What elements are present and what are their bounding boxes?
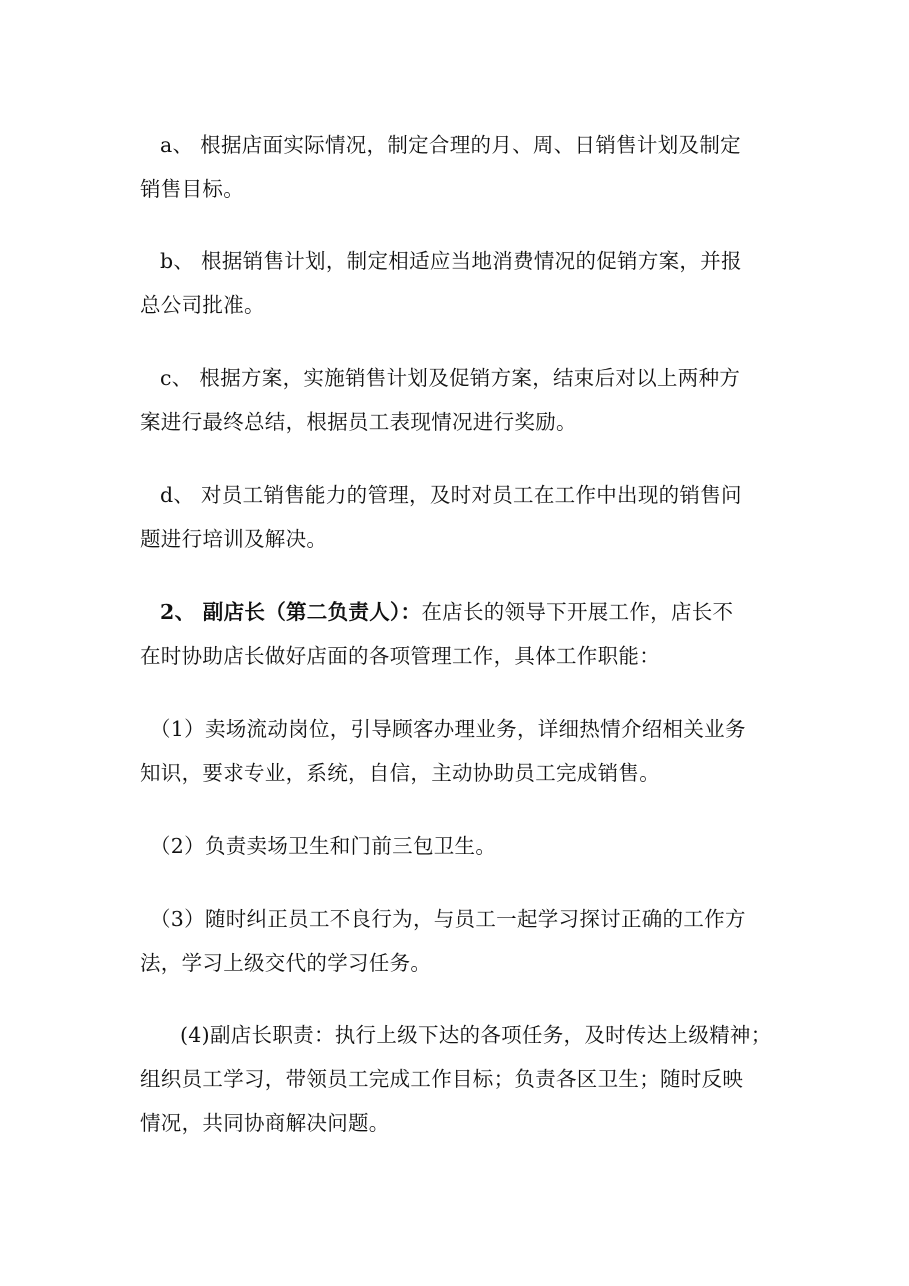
item-3-cont	[140, 942, 780, 985]
item-4-line-1: (4)副店长职责：执行上级下达的各项任务，及时传达上级精神；	[180, 1023, 772, 1047]
section-2-line-1	[160, 591, 780, 634]
paragraph-a-line-2: 销售目标。	[140, 177, 244, 201]
paragraph-a-line-1: a、 根据店面实际情况，制定合理的月、周、日销售计划及制定	[160, 133, 741, 157]
paragraph-a	[160, 124, 780, 167]
section-2-heading: 2、 副店长（第二负责人）：	[160, 600, 422, 624]
item-1	[150, 708, 780, 751]
item-1-line-1: （1）卖场流动岗位，引导顾客办理业务，详细热情介绍相关业务	[150, 717, 746, 741]
item-2	[150, 825, 780, 868]
section-2-line-1-text: 在店长的领导下开展工作，店长不	[421, 600, 734, 624]
paragraph-c	[160, 357, 780, 400]
item-4-cont-1	[140, 1058, 780, 1101]
paragraph-a-cont	[140, 168, 780, 211]
section-2	[160, 591, 780, 634]
paragraph-c-cont	[140, 401, 780, 444]
item-4	[180, 1014, 780, 1057]
paragraph-c-line-1: c、 根据方案，实施销售计划及促销方案，结束后对以上两种方	[160, 366, 741, 390]
item-4-cont-2	[140, 1102, 780, 1145]
paragraph-b-cont	[140, 284, 780, 327]
item-3	[150, 898, 780, 941]
paragraph-d-cont	[140, 518, 780, 561]
item-3-line-1: （3）随时纠正员工不良行为，与员工一起学习探讨正确的工作方	[150, 907, 746, 931]
item-4-line-2: 组织员工学习，带领员工完成工作目标；负责各区卫生；随时反映	[140, 1067, 744, 1091]
paragraph-d	[160, 474, 780, 517]
paragraph-b	[160, 240, 780, 283]
section-2-line-2: 在时协助店长做好店面的各项管理工作，具体工作职能：	[140, 644, 660, 668]
paragraph-d-line-1: d、 对员工销售能力的管理，及时对员工在工作中出现的销售问	[160, 483, 742, 507]
item-2-line-1: （2）负责卖场卫生和门前三包卫生。	[150, 834, 497, 858]
paragraph-b-line-2: 总公司批准。	[140, 293, 265, 317]
item-1-cont	[140, 752, 780, 795]
section-2-cont	[140, 635, 780, 678]
paragraph-d-line-2: 题进行培训及解决。	[140, 527, 328, 551]
paragraph-b-line-1: b、 根据销售计划，制定相适应当地消费情况的促销方案，并报	[160, 249, 742, 273]
item-1-line-2: 知识，要求专业，系统，自信，主动协助员工完成销售。	[140, 761, 660, 785]
item-4-line-3: 情况，共同协商解决问题。	[140, 1111, 390, 1135]
paragraph-c-line-2: 案进行最终总结，根据员工表现情况进行奖励。	[140, 410, 577, 434]
item-3-line-2: 法，学习上级交代的学习任务。	[140, 951, 432, 975]
